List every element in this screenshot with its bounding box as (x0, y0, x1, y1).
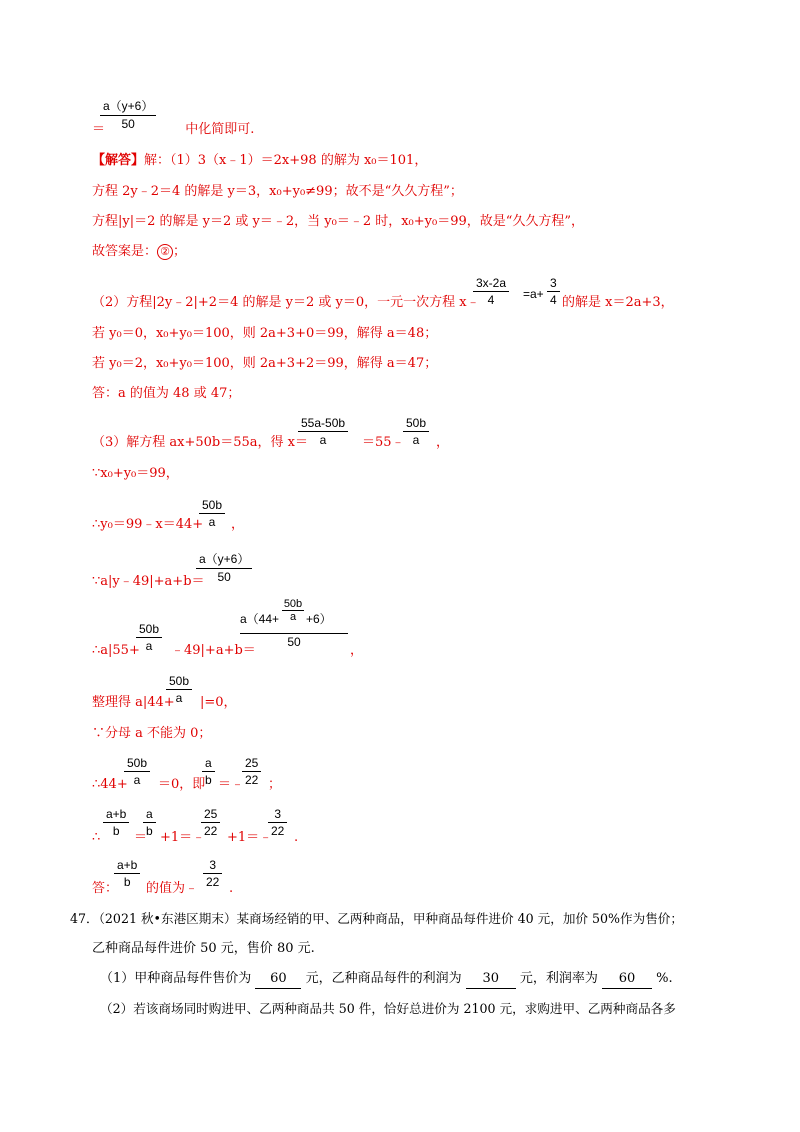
fraction-50b-a-5 (124, 756, 150, 787)
fraction-bar (136, 637, 162, 638)
jieda-text1: 解：（1）3（x﹣1）＝2x+98 的解为 x₀＝101， (144, 153, 428, 168)
fraction-50b-a-2 (199, 498, 225, 529)
part3-line7: ∵分母 a 不能为 0； (92, 726, 212, 741)
part3-line10-prefix: 答： (92, 881, 119, 896)
part3-line6-prefix: 整理得 a|44+ (92, 695, 175, 710)
part3-line8-prefix: ∴44+ (92, 777, 128, 792)
fraction-denominator: 50 (217, 570, 231, 584)
fraction-numerator: 3x-2a (476, 276, 507, 290)
q47-l3-a: （1）甲种商品每件售价为 (100, 971, 252, 986)
fraction-numerator: 3 (550, 276, 557, 290)
fraction-a-y6-50 (196, 550, 252, 584)
fraction-denominator: a (208, 515, 216, 529)
fraction-numerator: 25 (245, 756, 259, 770)
inner-denominator: a (289, 611, 297, 623)
fraction-denominator: 22 (271, 824, 285, 838)
jieda-line2: 方程 2y﹣2＝4 的解是 y＝3，x₀+y₀≠99；故不是“久久方程”； (92, 184, 463, 199)
fraction-25-22 (242, 756, 261, 787)
part3-line10-suffix: . (229, 881, 234, 896)
fraction-a-b-2 (143, 807, 156, 838)
fraction-bar (268, 822, 287, 823)
fraction-50b-a-4 (166, 674, 192, 705)
line0-text: 中化简即可. (185, 122, 255, 137)
fraction-denominator: b (112, 824, 120, 838)
fraction-denominator: 50 (287, 635, 301, 649)
fraction-numerator: 50b (406, 416, 427, 430)
fraction-bar (199, 513, 225, 514)
fraction-denominator: 50 (121, 117, 135, 131)
part3-line8-mid: ＝0，即 (158, 777, 206, 792)
part2-line3: 若 y₀＝2，x₀+y₀＝100，则 2a+3+2＝99，解得 a＝47； (92, 356, 438, 371)
fraction-denominator: b (205, 773, 212, 787)
fraction-bar (201, 822, 220, 823)
fraction-bar (100, 115, 156, 116)
inner-numerator: 50b (283, 598, 303, 610)
part2-line2: 若 y₀＝0，x₀+y₀＝100，则 2a+3+0＝99，解得 a＝48； (92, 326, 438, 341)
circled-answer: ② (157, 244, 173, 260)
answer-blank-price: 60 (255, 970, 301, 989)
fraction-bar (143, 822, 156, 823)
part3-line1-mid: ＝55﹣ (362, 435, 405, 450)
fraction-bar (166, 689, 192, 690)
part3-line10-mid: 的值为﹣ (146, 881, 199, 896)
part2-line4: 答：a 的值为 48 或 47； (92, 386, 241, 401)
fraction-numerator: 50b (202, 498, 223, 512)
part3-line9-mid: +1＝﹣ (160, 830, 206, 845)
answer-blank-rate: 60 (602, 970, 652, 989)
fraction-50b-a (403, 416, 429, 447)
jieda-line3: 方程|y|＝2 的解是 y＝2 或 y＝﹣2，当 y₀＝﹣2 时，x₀+y₀＝99，故是“久久方程”， (92, 214, 585, 229)
fraction-denominator: a (412, 433, 420, 447)
fraction-numerator: 50b (139, 622, 160, 636)
fraction-numerator: a (146, 807, 153, 821)
fraction-complex (240, 598, 348, 649)
fraction-55a-50b (298, 416, 348, 447)
part3-line3-prefix: ∴y₀＝99﹣x＝44+ (92, 517, 204, 532)
fraction-bar (202, 771, 215, 772)
fraction-denominator: a (145, 639, 153, 653)
part2-line1-prefix: （2）方程|2y﹣2|+2＝4 的解是 y＝2 或 y＝0，一元一次方程 x﹣ (92, 295, 480, 310)
part3-line6-suffix: |=0， (200, 695, 237, 710)
fraction-bar (196, 568, 252, 569)
fraction-denominator: 22 (245, 773, 259, 787)
part3-line5-prefix: ∴a|55+ (92, 643, 140, 658)
q47-line1: 47．（2021 秋•东港区期末）某商场经销的甲、乙两种商品，甲种商品每件进价 40 元，加价 50%作为售价； (70, 911, 683, 926)
eq-sign: ＝ (92, 122, 106, 137)
jieda-tag: 【解答】 (92, 153, 145, 168)
fraction-bar (242, 771, 261, 772)
fraction-numerator: a（y+6） (103, 99, 154, 113)
fraction-denominator: a (133, 773, 141, 787)
part3-line8-suffix: ； (268, 777, 282, 792)
fraction-denominator: 22 (204, 824, 218, 838)
fraction-numerator: 3 (209, 858, 217, 872)
fraction-numerator: 50b (169, 674, 190, 688)
part3-line5-suffix: ， (350, 643, 364, 658)
fraction-bar (203, 873, 222, 874)
fraction-numerator: 55a-50b (301, 416, 346, 430)
part3-line8-mid2: ＝﹣ (218, 777, 245, 792)
fraction-denominator: 22 (206, 875, 220, 889)
fraction-bar (473, 291, 509, 292)
fraction-denominator: b (146, 824, 153, 838)
fraction-numerator: 25 (204, 807, 218, 821)
fraction-3-22 (268, 807, 287, 838)
fraction-50b-a-3 (136, 622, 162, 653)
q47-l3-d: %. (656, 971, 673, 986)
fraction-denominator: b (123, 875, 131, 889)
fraction-denominator: a (319, 433, 327, 447)
part3-line3-suffix: ， (231, 517, 245, 532)
jieda-line1 (92, 152, 427, 170)
semicolon: ； (173, 244, 187, 259)
fraction-denominator: 4 (550, 293, 557, 307)
fraction-3x-2a (473, 276, 509, 307)
fraction-bar (403, 431, 429, 432)
q47-line4: （2）若该商场同时购进甲、乙两种商品共 50 件，恰好总进价为 2100 元，求购进甲、乙两种商品各多 (100, 1001, 676, 1016)
fraction-numerator: 3 (274, 807, 282, 821)
part2-line1-suffix: 的解是 x＝2a+3， (562, 295, 674, 310)
part3-line9-mid2: +1＝﹣ (227, 830, 273, 845)
fraction-bar (547, 291, 560, 292)
part3-line2: ∵x₀+y₀＝99， (92, 466, 179, 481)
fraction-denominator: a (175, 691, 183, 705)
part3-line9-eq1: ＝ (134, 830, 148, 845)
fraction-apb-b-2 (114, 858, 140, 889)
q47-line3 (100, 970, 673, 989)
part3-line1-suffix: ， (436, 435, 450, 450)
numerator-post: +6） (306, 612, 332, 626)
fraction-numerator: a+b (106, 807, 127, 821)
part3-line4-prefix: ∵a|y﹣49|+a+b＝ (92, 574, 205, 589)
numerator-pre: a（44+ (240, 612, 280, 626)
answer-label: 故答案是： (92, 244, 158, 259)
fraction-denominator: 4 (487, 293, 495, 307)
fraction-bar (240, 633, 348, 634)
part3-line9-prefix: ∴ (92, 830, 101, 845)
line0 (92, 121, 254, 139)
part2-mid: =a+ (523, 287, 544, 301)
fraction-a-b (202, 756, 215, 787)
q47-l3-c: 元，利润率为 (519, 971, 598, 986)
inner-fraction (282, 598, 304, 623)
fraction-25-22-2 (201, 807, 220, 838)
part3-line1-prefix: （3）解方程 ax+50b＝55a，得 x＝ (92, 435, 308, 450)
fraction-3-4 (547, 276, 560, 307)
fraction-bar (124, 771, 150, 772)
q47-line2: 乙种商品每件进价 50 元，售价 80 元. (92, 941, 315, 956)
jieda-line4 (92, 243, 186, 261)
fraction-numerator: 50b (127, 756, 148, 770)
fraction-3-22-2 (203, 858, 222, 889)
fraction-bar (298, 431, 348, 432)
fraction-numerator: a (205, 756, 212, 770)
part3-line5-mid: ﹣49|+a+b＝ (171, 643, 256, 658)
fraction-bar (114, 873, 140, 874)
fraction-numerator (240, 598, 348, 632)
part3-line9-suffix: . (294, 830, 299, 845)
fraction-numerator: a（y+6） (199, 552, 250, 566)
answer-blank-profit: 30 (466, 970, 516, 989)
fraction-bar (103, 822, 129, 823)
q47-l3-b: 元，乙种商品每件的利润为 (305, 971, 462, 986)
fraction-numerator: a+b (117, 858, 138, 872)
fraction-apb-b (103, 807, 129, 838)
